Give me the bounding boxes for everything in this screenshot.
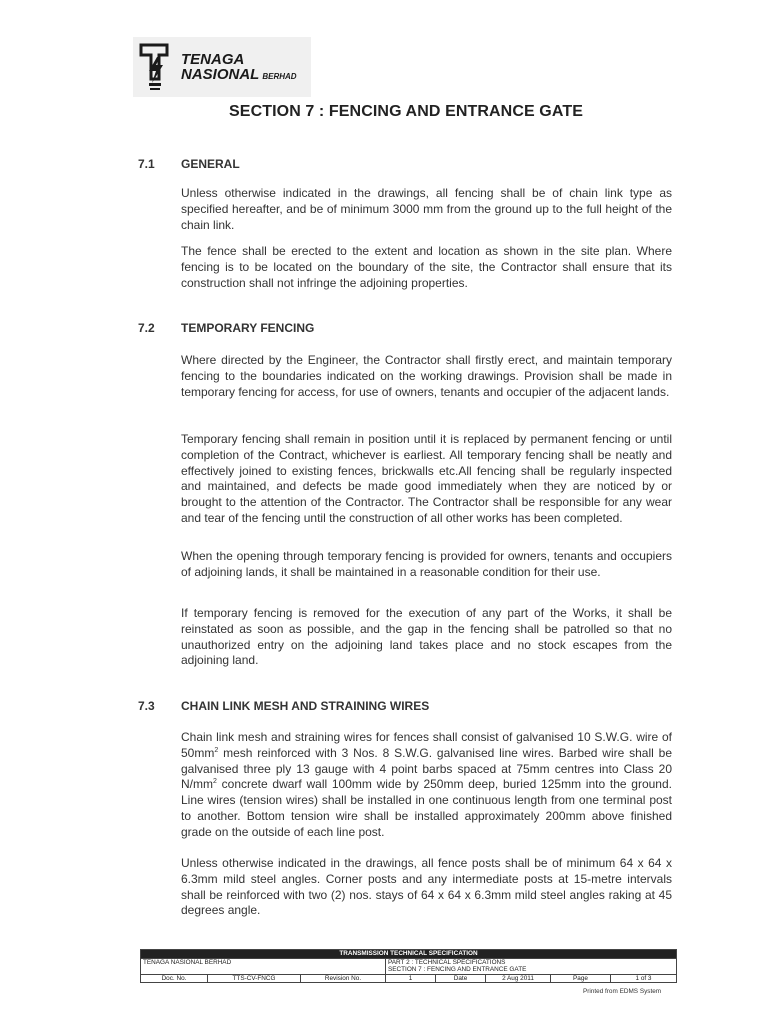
paragraph: Temporary fencing shall remain in position until it is replaced by permanent fencing or until completion of the Contract, whichever is earliest. All temporary fencing shall be neatly and effectively joined to existing fences, brickwalls etc.All fencing shall be regularly inspected and maintained, and defects be made good immediately when they are noticed by or brought to the attention of the Contractor. The Contractor shall be responsible for any wear and tear of the fencing until the construction of all other works has been completed. <box>181 432 672 525</box>
footer-table <box>140 949 677 983</box>
superscript: 2 <box>214 746 219 754</box>
paragraph: The fence shall be erected to the extent and location as shown in the site plan. Where fencing is to be located on the boundary of the site, the Contractor shall ensure that its construction shall not infringe the adjoining properties. <box>181 244 672 290</box>
section-title: TEMPORARY FENCING <box>181 321 315 335</box>
company-logo <box>133 37 311 97</box>
paragraph: If temporary fencing is removed for the execution of any part of the Works, it shall be reinstated as soon as possible, and the gap in the fencing shall be patrolled so that no unauthorized entry on the adjoining land takes place and no stock escapes from the adjoining land. <box>181 606 672 668</box>
footer-part: PART 2 : TECHNICAL SPECIFICATIONS <box>386 958 677 966</box>
footer-docno-label: Doc. No. <box>141 974 208 983</box>
paragraph: Chain link mesh and straining wires for fences shall consist of galvanised 10 S.W.G. wire of $50mm^2$ mesh reinforced with 3 Nos. 8 S.W.G. galvanised line wires. Barbed wire shall be galvanised three ply 13 gauge with 4 point barbs spaced at 75mm centres into Class 20 $N/mm^2$ concrete dwarf wall 100mm wide by 250mm deep, buried 125mm into the ground. Line wires (tension wires) shall be installed in one continuous length from one terminal post to another. Bottom tension wire shall be installed approximately 200mm above finished grade on the outside of each line post. <box>181 730 672 839</box>
paragraph: Unless otherwise indicated in the drawings, all fence posts shall be of minimum 64 x 64 x 6.3mm mild steel angles. Corner posts and any intermediate posts at 15-metre intervals shall be reinforced with two (2) nos. stays of 64 x 64 x 6.3mm mild steel angles raking at 45 degrees angle. <box>181 856 672 918</box>
section-title: CHAIN LINK MESH AND STRAINING WIRES <box>181 699 430 713</box>
logo-line1: TENAGA <box>181 51 245 68</box>
footer-company: TENAGA NASIONAL BERHAD <box>141 958 386 974</box>
footer-date-label: Date <box>436 974 486 983</box>
footer-section: SECTION 7 : FENCING AND ENTRANCE GATE <box>386 966 677 974</box>
footer-date: 2 Aug 2011 <box>486 974 551 983</box>
section-number: 7.3 <box>138 699 155 713</box>
page-title: SECTION 7 : FENCING AND ENTRANCE GATE <box>229 103 583 120</box>
footer-page: 1 of 3 <box>611 974 677 983</box>
section-number: 7.1 <box>138 157 155 171</box>
tnb-logo-icon <box>137 41 177 93</box>
paragraph: When the opening through temporary fencing is provided for owners, tenants and occupiers of adjoining lands, it shall be maintained in a reasonable condition for their use. <box>181 549 672 579</box>
footer-docno: TTS-CV-FNCG <box>208 974 301 983</box>
footer-page-label: Page <box>551 974 611 983</box>
logo-line2-sub: BERHAD <box>262 72 297 81</box>
superscript: 2 <box>213 778 217 786</box>
section-title: GENERAL <box>181 157 240 171</box>
printed-note: Printed from EDMS System <box>583 988 662 995</box>
footer-header: TRANSMISSION TECHNICAL SPECIFICATION <box>141 950 677 959</box>
logo-line2: NASIONAL <box>181 66 260 83</box>
section-number: 7.2 <box>138 321 155 335</box>
paragraph: Unless otherwise indicated in the drawings, all fencing shall be of chain link type as specified hereafter, and be of minimum 3000 mm from the ground up to the full height of the chain link. <box>181 186 672 232</box>
paragraph: Where directed by the Engineer, the Contractor shall firstly erect, and maintain temporary fencing to the boundaries indicated on the working drawings. Provision shall be made in temporary fencing for access, for use of owners, tenants and occupier of the adjacent lands. <box>181 353 672 399</box>
footer-rev-label: Revision No. <box>301 974 386 983</box>
footer-rev: 1 <box>386 974 436 983</box>
